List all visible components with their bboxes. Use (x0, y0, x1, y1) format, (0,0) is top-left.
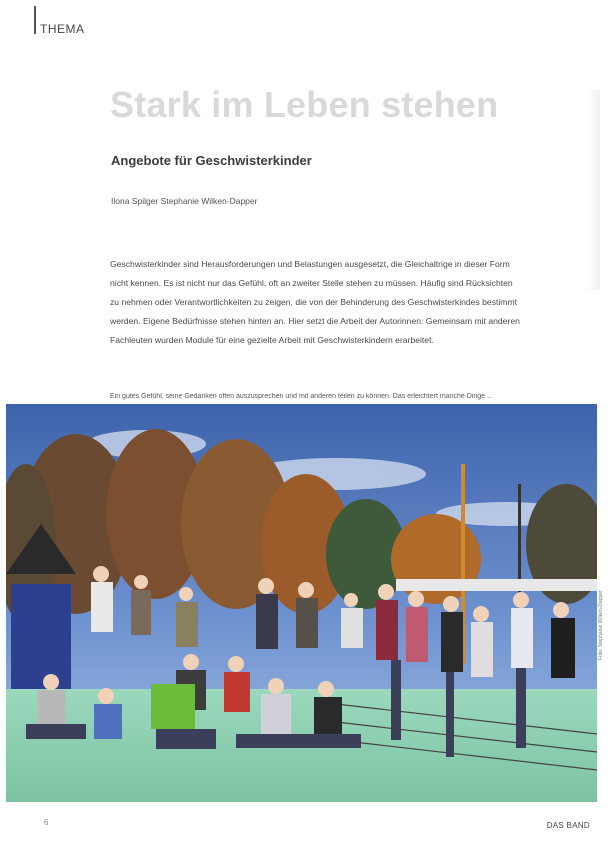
footer-brand: DAS BAND (546, 821, 590, 830)
group-photo (6, 404, 597, 802)
scan-shadow (586, 90, 600, 290)
photo-caption: Ein gutes Gefühl, seine Gedanken offen auszusprechen und mit anderen teilen zu können. Das erleichtert manche Dinge ... (110, 393, 493, 400)
group-photo-illustration (6, 404, 597, 802)
photo-credit: Foto: Stephanie Wilken-Dapper (598, 590, 604, 660)
article-subtitle: Angebote für Geschwisterkinder (111, 153, 312, 168)
section-label: THEMA (40, 22, 85, 36)
section-rule (34, 6, 36, 34)
article-byline: Ilona Spilger Stephanie Wilken-Dapper (111, 196, 258, 206)
article-title: Stark im Leben stehen (110, 84, 499, 125)
article-body: Geschwisterkinder sind Herausforderungen und Belastungen ausgesetzt, die Gleichaltrige in dieser Form nicht kennen. Es ist nicht nur das Gefühl, oft an zweiter Stelle stehen zu müssen. Häufig sind Rücksichten zu nehmen oder Verantwortlichkeiten zu zeigen, die von der Behinderung des Geschwisterkindes bestimmt werden. Eigene Bedürfnisse stehen hinten an. Hier setzt die Arbeit der Autorinnen: Gemeinsam mit anderen Fachleuten wurden Module für eine gezielte Arbeit mit Geschwisterkindern erarbeitet. (110, 259, 520, 345)
page-number: 6 (44, 818, 49, 827)
